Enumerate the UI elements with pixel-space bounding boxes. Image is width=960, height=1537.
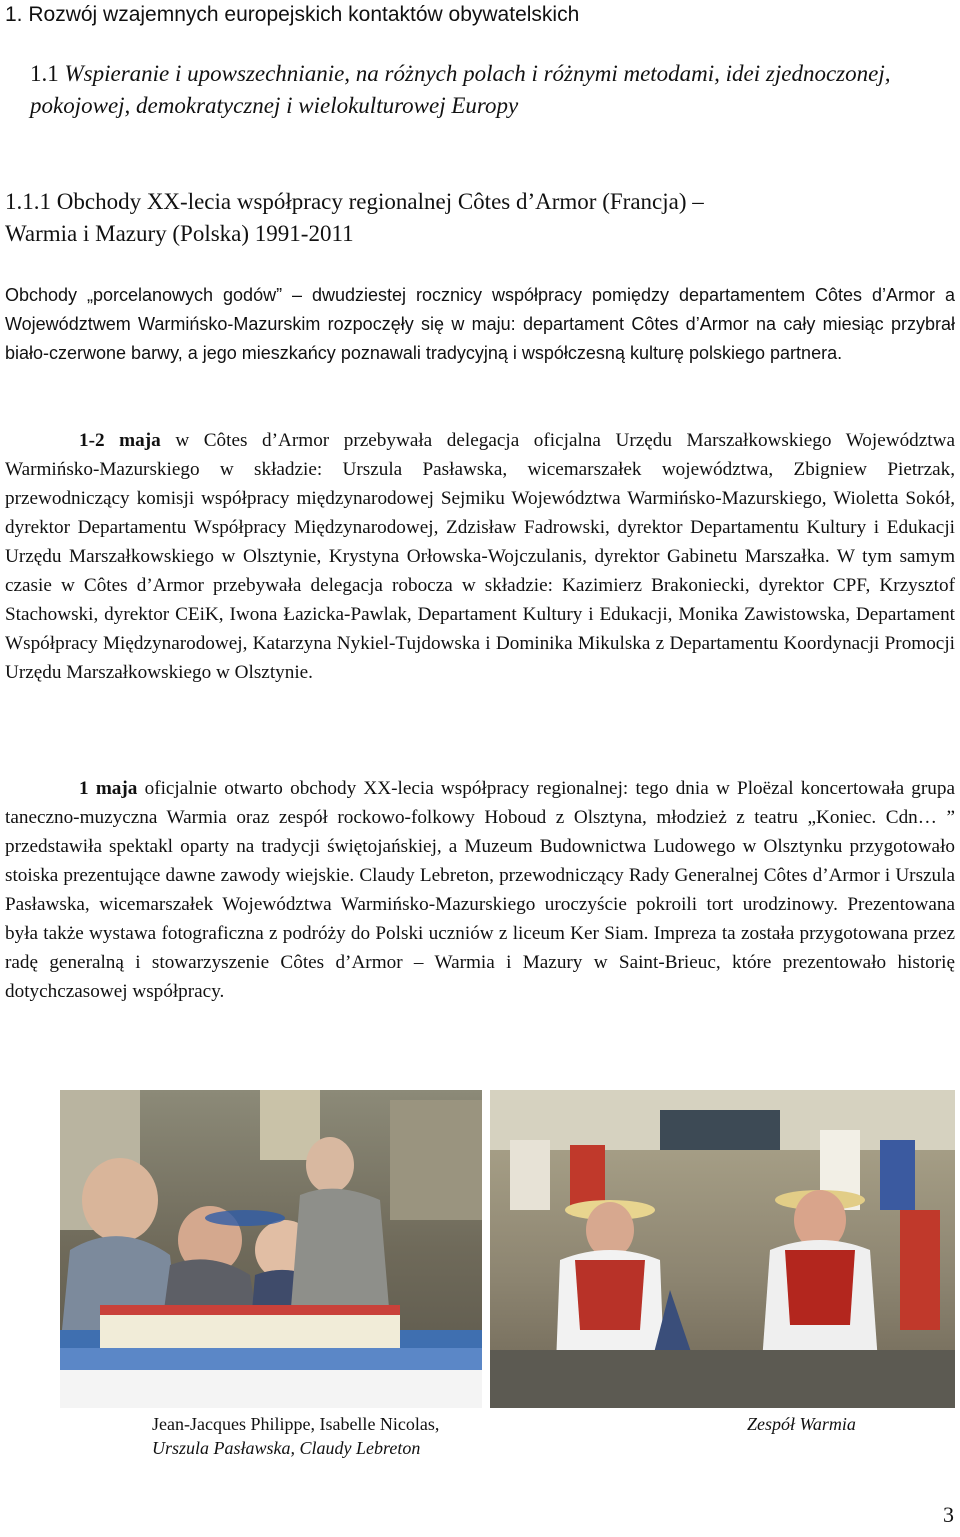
date-lead: 1-2 maja xyxy=(79,430,161,451)
paragraph-body: w Côtes d’Armor przebywała delegacja oficjalna Urzędu Marszałkowskiego Województwa Warmińsko-Mazurskiego w składzie: Urszula Pasławska, wicemarszałek województwa, Zbigniew Pietrzak, przewodniczący komisji współpracy międzynarodowej Sejmiku Województwa Warmińsko-Mazurskiego, Wioletta Sokół, dyrektor Departamentu Współpracy Międzynarodowej, Zdzisław Fadrowski, dyrektor Departamentu Kultury i Edukacji Urzędu Marszałkowskiego w Olsztynie, Krystyna Orłowska-Wojczulanis, dyrektor Gabinetu Marszałka. W tym samym czasie w Côtes d’Armor przebywała delegacja robocza w składzie: Kazimierz Brakoniecki, dyrektor CPF, Krzysztof Stachowski, dyrektor CEiK, Iwona Łazicka-Pawlak, Departament Kultury i Edukacji, Monika Zawistowska, Departament Współpracy Międzynarodowej, Katarzyna Nykiel-Tujdowska i Dominika Mikulska z Departamentu Koordynacji Promocji Urzędu Marszałkowskiego w Olsztynie. xyxy=(5,430,956,683)
paragraph-opening xyxy=(5,774,955,1006)
caption-right: Zespół Warmia xyxy=(747,1414,856,1434)
page-number: 3 xyxy=(943,1502,954,1527)
caption-left-line2: Urszula Pasławska, Claudy Lebreton xyxy=(152,1438,421,1458)
subsection-heading-line1: 1.1.1 Obchody XX-lecia współpracy regionalnej Côtes d’Armor (Francja) – xyxy=(5,189,704,214)
paragraph-intro: Obchody „porcelanowych godów” – dwudziestej rocznicy współpracy pomiędzy departamentem Côtes d’Armor a Województwem Warmińsko-Mazurskim rozpoczęły się w maju: departament Côtes d’Armor na cały miesiąc przybrał biało-czerwone barwy, a jego mieszkańcy poznawali tradycyjną i współczesną kulturę polskiego partnera. xyxy=(5,285,955,363)
chapter-heading: 1. Rozwój wzajemnych europejskich kontaktów obywatelskich xyxy=(5,3,580,26)
photo-cake-cutting xyxy=(60,1090,482,1408)
paragraph-body: oficjalnie otwarto obchody XX-lecia współpracy regionalnej: tego dnia w Ploëzal koncertowała grupa taneczno-muzyczna Warmia oraz zespół rockowo-folkowy Hoboud z Olsztyna, młodzież z teatru „Koniec. Cdn… ” przedstawiła spektakl oparty na tradycji świętojańskiej, a Muzeum Budownictwa Ludowego w Olsztynku przygotowało stoiska prezentujące dawne zawody wiejskie. Claudy Lebreton, przewodniczący Rady Generalnej Côtes d’Armor i Urszula Pasławska, wicemarszałek Województwa Warmińsko-Mazurskiego uroczyście pokroili tort urodzinowy. Prezentowana była także wystawa fotograficzna z podróży do Polski uczniów z liceum Ker Siam. Impreza ta została przygotowana przez radę generalną i stowarzyszenie Côtes d’Armor – Warmia i Mazury w Saint-Brieuc, które prezentowało historię dotychczasowej współpracy. xyxy=(5,778,955,1002)
section-number: 1.1 xyxy=(30,61,59,86)
subsection-heading xyxy=(5,186,955,250)
subsection-heading-line2: Warmia i Mazury (Polska) 1991-2011 xyxy=(5,221,354,246)
caption-left-line1: Jean-Jacques Philippe, Isabelle Nicolas, xyxy=(152,1414,440,1434)
photo-dance-group xyxy=(490,1090,955,1408)
section-heading xyxy=(5,58,955,122)
section-title: Wspieranie i upowszechnianie, na różnych polach i różnymi metodami, idei zjednoczonej, pokojowej, demokratycznej i wielokulturowej Europy xyxy=(30,61,891,118)
date-lead: 1 maja xyxy=(79,778,138,799)
paragraph-delegation xyxy=(5,426,955,687)
